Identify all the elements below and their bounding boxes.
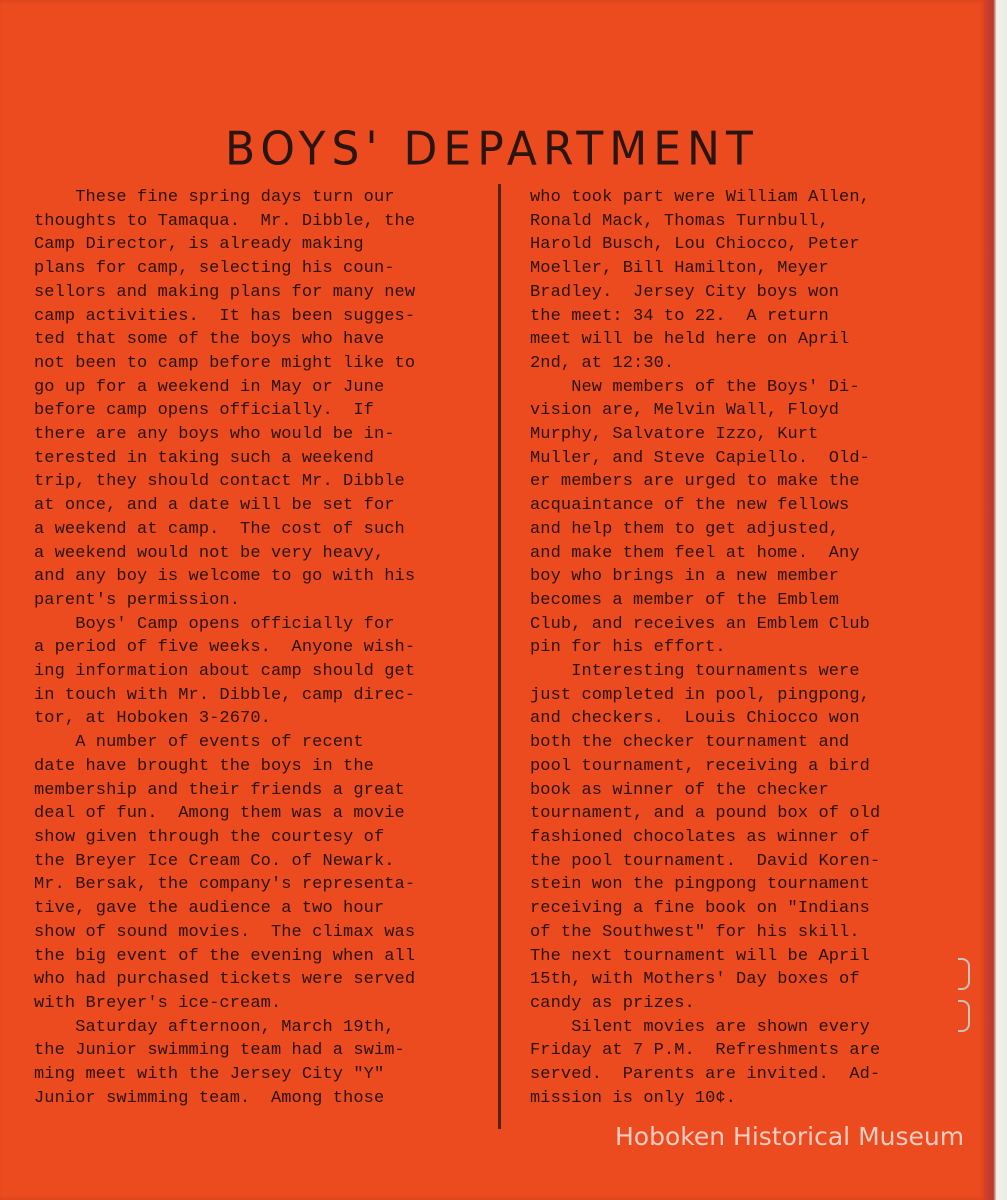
text-line: deal of fun. Among them was a movie [34,804,405,824]
text-line: the Junior swimming team had a swim- [34,1041,405,1061]
text-line: and any boy is welcome to go with his [34,567,416,587]
text-line: with Breyer's ice-cream. [34,993,282,1013]
text-line: vision are, Melvin Wall, Floyd [530,401,840,421]
text-line: tournament, and a pound box of old [530,804,881,824]
text-line: the meet: 34 to 22. A return [530,306,829,326]
text-line: Ronald Mack, Thomas Turnbull, [530,211,829,231]
text-line: Junior swimming team. Among those [34,1088,385,1108]
text-line: Moeller, Bill Hamilton, Meyer [530,259,829,279]
text-line: ing information about camp should get [34,662,416,682]
text-line: before camp opens officially. If [34,401,374,421]
text-line: Interesting tournaments were [530,662,860,682]
text-line: stein won the pingpong tournament [530,875,870,895]
text-line: a weekend at camp. The cost of such [34,519,405,539]
text-line: Friday at 7 P.M. Refreshments are [530,1041,881,1061]
staple-mark [958,958,970,990]
text-line: New members of the Boys' Di- [530,377,860,397]
text-line: just completed in pool, pingpong, [530,685,870,705]
text-line: book as winner of the checker [530,780,829,800]
text-line: ming meet with the Jersey City "Y" [34,1065,385,1085]
text-line: mission is only 10¢. [530,1088,737,1108]
right-column [530,186,945,1110]
text-line: served. Parents are invited. Ad- [530,1065,881,1085]
text-line: Muller, and Steve Capiello. Old- [530,448,870,468]
text-line: a weekend would not be very heavy, [34,543,385,563]
museum-watermark: Hoboken Historical Museum [615,1122,965,1151]
left-column [34,186,470,1110]
text-line: candy as prizes. [530,993,695,1013]
text-line: at once, and a date will be set for [34,496,395,516]
text-line: sellors and making plans for many new [34,282,416,302]
text-line: go up for a weekend in May or June [34,377,385,397]
text-line: These fine spring days turn our [34,188,395,207]
staple-mark [958,1000,970,1032]
text-line: Saturday afternoon, March 19th, [34,1017,395,1037]
text-line: who had purchased tickets were served [34,970,416,990]
text-line: Silent movies are shown every [530,1017,870,1037]
text-line: Murphy, Salvatore Izzo, Kurt [530,425,819,445]
text-line: date have brought the boys in the [34,756,374,776]
text-line: meet will be held here on April [530,330,850,350]
column-divider [498,184,501,1129]
text-line: membership and their friends a great [34,780,405,800]
page-edge [984,0,1007,1200]
text-line: Boys' Camp opens officially for [34,614,395,634]
text-line: ted that some of the boys who have [34,330,385,350]
text-line: parent's permission. [34,590,241,610]
text-line: fashioned chocolates as winner of [530,827,870,847]
text-line: the Breyer Ice Cream Co. of Newark. [34,851,395,871]
text-line: Mr. Bersak, the company's representa- [34,875,416,895]
text-line: and make them feel at home. Any [530,543,860,563]
text-line: thoughts to Tamaqua. Mr. Dibble, the [34,211,416,231]
text-line: show of sound movies. The climax was [34,922,416,942]
text-line: tive, gave the audience a two hour [34,899,385,919]
text-line: Bradley. Jersey City boys won [530,282,840,302]
page-title: BOYS' DEPARTMENT [225,122,759,177]
text-line: er members are urged to make the [530,472,860,492]
text-line: receiving a fine book on "Indians [530,899,870,919]
text-line: there are any boys who would be in- [34,425,395,445]
text-line: show given through the courtesy of [34,827,385,847]
text-line: Club, and receives an Emblem Club [530,614,870,634]
text-line: acquaintance of the new fellows [530,496,850,516]
text-line: The next tournament will be April [530,946,870,966]
text-line: 15th, with Mothers' Day boxes of [530,970,860,990]
text-line: camp activities. It has been sugges- [34,306,416,326]
text-line: who took part were William Allen, [530,188,870,207]
text-line: not been to camp before might like to [34,353,416,373]
text-line: and checkers. Louis Chiocco won [530,709,860,729]
text-line: plans for camp, selecting his coun- [34,259,395,279]
text-line: a period of five weeks. Anyone wish- [34,638,416,658]
text-line: pin for his effort. [530,638,726,658]
text-line: the pool tournament. David Koren- [530,851,881,871]
text-line: trip, they should contact Mr. Dibble [34,472,405,492]
text-line: terested in taking such a weekend [34,448,374,468]
text-line: boy who brings in a new member [530,567,840,587]
text-line: the big event of the evening when all [34,946,416,966]
text-line: of the Southwest" for his skill. [530,922,860,942]
text-line: becomes a member of the Emblem [530,590,840,610]
text-line: A number of events of recent [34,733,364,753]
text-line: in touch with Mr. Dibble, camp direc- [34,685,416,705]
text-line: both the checker tournament and [530,733,850,753]
text-line: Camp Director, is already making [34,235,364,255]
text-line: tor, at Hoboken 3-2670. [34,709,271,729]
text-line: Harold Busch, Lou Chiocco, Peter [530,235,860,255]
text-line: 2nd, at 12:30. [530,353,675,373]
text-line: and help them to get adjusted, [530,519,840,539]
text-line: pool tournament, receiving a bird [530,756,870,776]
